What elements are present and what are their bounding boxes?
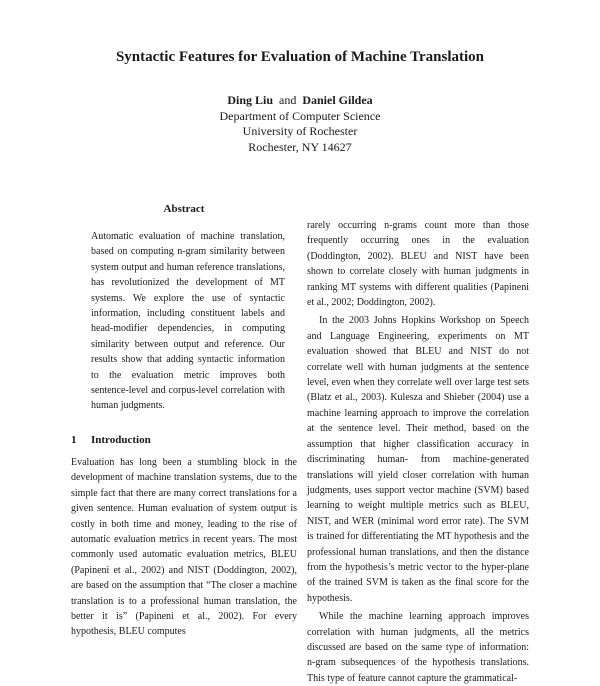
author-connector: and [279,93,297,107]
section-heading-introduction [71,432,297,448]
intro-paragraph-2: In the 2003 Johns Hopkins Workshop on Speech and Language Engineering, experiments on MT evaluation showed that BLEU and NIST do not correlate well with human judgments at the sentence level, even when they correlate well over large test sets (Blatz et al., 2003). Kulesza and Shieber (2004) use a machine learning approach to improve the correlation at the sentence level. Their method, based on the assumption that higher classification accuracy in discriminating human- from machine-generated translations will yield closer correlation with human judgments, uses support vector machine (SVM) based learning to weight multiple metrics such as BLEU, NIST, and WER (minimal word error rate). The SVM is trained for differentiating the MT hypothesis and the professional human translations, and then the distance from the hypothesis’s metric vector to the hyper-plane of the trained SVM is taken as the final score for the hypothesis. [307,315,529,604]
affiliation-university: University of Rochester [242,124,358,138]
intro-paragraph-1: Evaluation has long been a stumbling block in the development of machine translation systems, due to the simple fact that there are many correct translations for a given sentence. Human evaluation of system output is costly in both time and money, leading to the rise of automatic evaluation metrics in recent years. The most commonly used automatic evaluation metrics, BLEU (Papineni et al., 2002) and NIST (Doddington, 2002), are based on the assumption that “The closer a machine translation is to a professional human translation, the better it is” (Papineni et al., 2002). For every hypothesis, BLEU computes [71,456,297,638]
author-name-1: Ding Liu [227,93,273,107]
affiliation-address: Rochester, NY 14627 [248,139,352,154]
intro-paragraph-3: While the machine learning approach improves correlation with human judgments, all the metrics discussed are based on the same type of information: n-gram subsequences of the hypothesis translations. This type of feature cannot capture the grammatical- [307,611,529,684]
intro-paragraph-1-continued: rarely occurring n-grams count more than those frequently occurring ones in the evaluation (Doddington, 2002). BLEU and NIST have been shown to correlate closely with human judgments in ranking MT systems with different qualities (Papineni et al., 2002; Doddington, 2002). [307,220,529,309]
abstract-heading: Abstract [163,203,205,215]
paper-title: Syntactic Features for Evaluation of Machine Translation [115,49,485,65]
left-column [71,201,297,640]
right-column [307,218,529,686]
affiliation-department: Department of Computer Science [219,108,381,123]
author-block [0,93,600,155]
author-name-2: Daniel Gildea [302,93,373,107]
section-title: Introduction [91,433,151,446]
author-line [0,93,600,109]
section-number: 1 [71,433,77,446]
abstract-body: Automatic evaluation of machine translation, based on computing n-gram similarity between system output and human reference translations, has revolutionized the development of MT systems. We explore the use of syntactic information, including constituent labels and head-modifier dependencies, in computing similarity between output and reference. Our results show that adding syntactic information to the evaluation metric improves both sentence-level and corpus-level correlation with human judgments. [91,231,285,412]
